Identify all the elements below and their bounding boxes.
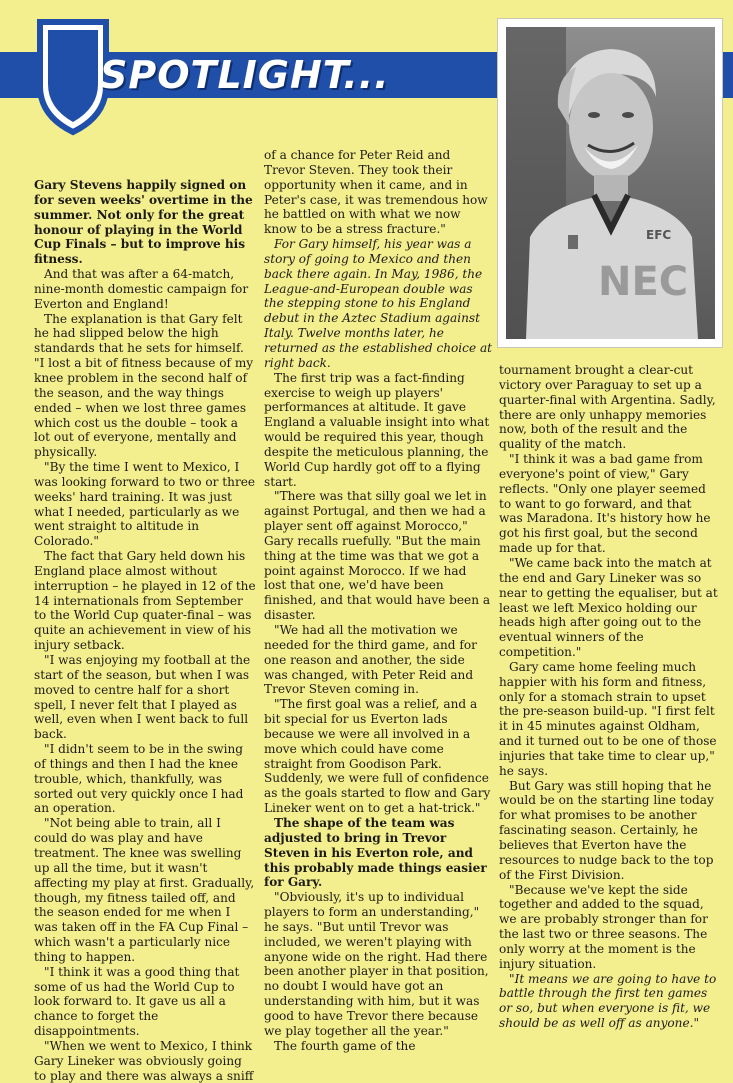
shirt-maker-logo-icon [568, 235, 578, 249]
paragraph-italic: "It means we are going to have to battle through the first ten games or so, but when everyone is fit, we should be as well off as anyone." [499, 971, 717, 1031]
paragraph: But Gary was still hoping that he would be on the starting line today for what promises to be another fascinating season. Certainly, he believes that Everton have the resources to nudge back to the top of the First Division. [499, 778, 714, 882]
shirt-sponsor-text: NEC [598, 259, 689, 305]
paragraph: "Not being able to train, all I could do was play and have treatment. The knee was swelling up all the time, but it wasn't affecting my play at first. Gradually, though, my fitness tailed off, and the season ended for me when I was taken off in the FA Cup Final – which wasn't a particularly nice thing to happen. [34, 816, 255, 964]
paragraph: "By the time I went to Mexico, I was looking forward to two or three weeks' hard training. It was just what I needed, particularly as we went straight to altitude in Colorado." [34, 460, 256, 549]
paragraph: The explanation is that Gary felt he had slipped below the high standards that he sets for himself. "I lost a bit of fitness because of my knee problem in the second half of the season, and the way things ended – when we lost three games which cost us the double – took a lot out of everyone, mentally and physically. [34, 311, 254, 460]
paragraph: "We had all the motivation we needed for the third game, and for one reason and another, the side was changed, with Peter Reid and Trevor Steven coming in. [264, 623, 477, 697]
paragraph: The fourth game of the [274, 1038, 416, 1053]
article-intro: Gary Stevens happily signed on for seven weeks' overtime in the summer. Not only for the great honour of playing in the World Cup Finals – but to improve his fitness. [34, 178, 253, 267]
paragraph: "There was that silly goal we let in against Portugal, and then we had a player sent off against Morocco," Gary recalls ruefully. "But the main thing at the time was that we got a point against Morocco. If we had lost that one, we'd have been finished, and that would have been a disaster. [264, 489, 491, 623]
paragraph: "I was enjoying my football at the start of the season, but when I was moved to centre half for a short spell, I never felt that I played as well, even when I went back to full back. [34, 653, 251, 742]
paragraph: Gary came home feeling much happier with his form and fitness, only for a stomach strain to upset the pre-season build-up. "I first felt it in 45 minutes against Oldham, and it turned out to be one of those injuries that take time to clear up," he says. [499, 659, 717, 778]
shirt-crest-text: EFC [646, 228, 672, 242]
paragraph: "Obviously, it's up to individual players to form an understanding," he says. "But until Trevor was included, we weren't playing with anyone wide on the right. Had there been another player in that position, no doubt I would have got an understanding with him, but it was good to have Trevor there because we play together all the year." [264, 890, 489, 1038]
paragraph: tournament brought a clear-cut victory over Paraguay to set up a quarter-final with Argentina. Sadly, there are only unhappy memories now, both of the result and the quality of the match. [499, 363, 716, 452]
paragraph: The first trip was a fact-finding exercise to weigh up players' performances at altitude. It gave England a valuable insight into what would be required this year, though despite the meticulous planning, the World Cup hardly got off to a flying start. [264, 370, 490, 489]
paragraph: "We came back into the match at the end and Gary Lineker was so near to getting the equaliser, but at least we left Mexico holding our heads high after going out to the eventual winners of the competition." [499, 555, 718, 660]
paragraph: "I didn't seem to be in the swing of things and then I had the knee trouble, which, thankfully, was sorted out very quickly once I had an operation. [34, 742, 244, 816]
paragraph: "The first goal was a relief, and a bit special for us Everton lads because we were all involved in a move which could have come straight from Goodison Park. Suddenly, we were full of confidence as the goals started to flow and Gary Lineker went on to get a hat-trick." [264, 697, 491, 816]
paragraph: of a chance for Peter Reid and Trevor Steven. They took their opportunity when it came, and in Peter's case, it was tremendous how he battled on with what we now know to be a stress fracture." [264, 148, 488, 237]
paragraph-italic: For Gary himself, his year was a story of going to Mexico and then back there again. In May, 1986, the League-and-European double was the stepping stone to his England debut in the Aztec Stadium against Italy. Twelve months later, he returned as the established choice at right back. [264, 237, 493, 370]
paragraph: "When we went to Mexico, I think Gary Lineker was obviously going to play and there was always a sniff [34, 1038, 254, 1083]
article-column-2 [264, 148, 492, 1053]
paragraph: "Because we've kept the side together and added to the squad, we are probably stronger than for the last two or three seasons. The only worry at the moment is the injury situation. [499, 882, 708, 971]
player-photo-image [506, 27, 715, 339]
player-photo [506, 27, 715, 339]
paragraph: The fact that Gary held down his England place almost without interruption – he played in 12 of the 14 internationals from September to the World Cup quater-final – was quite an achievement in view of his injury setback. [34, 549, 256, 653]
paragraph: And that was after a 64-match, nine-month domestic campaign for Everton and England! [34, 267, 249, 311]
paragraph: "I think it was a good thing that some of us had the World Cup to look forward to. It gave us all a chance to forget the disappointments. [34, 964, 240, 1039]
paragraph: "I think it was a bad game from everyone's point of view," Gary reflects. "Only one player seemed to want to go forward, and that was Maradona. It's history how he got his first goal, but the second made up for that. [499, 452, 711, 556]
article-column-3 [499, 363, 719, 1031]
paragraph-bold: The shape of the team was adjusted to bring in Trevor Steven in his Everton role, and this probably made things easier for Gary. [264, 815, 487, 890]
player-photo-frame [497, 18, 723, 348]
page-title: SPOTLIGHT... [100, 53, 390, 97]
article-column-1 [34, 178, 256, 1083]
